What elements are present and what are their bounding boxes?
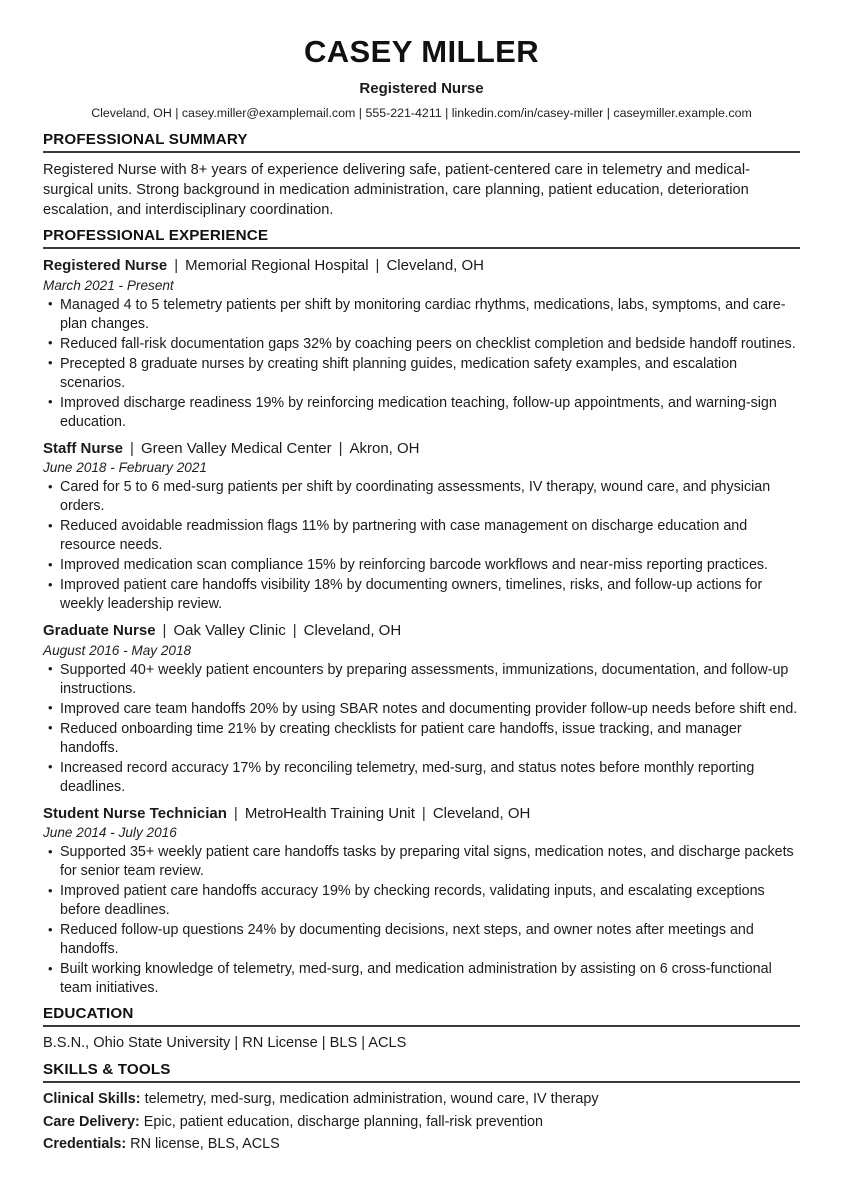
separator-pipe: | [421,804,426,822]
separator-pipe: | [338,439,343,457]
job-bullet: • Reduced fall-risk documentation gaps 32% by coaching peers on checklist completion and bedside handoff routines. [43,335,800,354]
experience-entry-header [43,439,800,459]
job-bullet: • Built working knowledge of telemetry, med-surg, and medication administration by assisting on 6 cross-functional team initiatives. [43,960,800,998]
job-company: MetroHealth Training Unit [244,804,415,822]
job-bullet: • Reduced follow-up questions 24% by documenting decisions, next steps, and owner notes after meetings and handoffs. [43,921,800,959]
separator-pipe: | [375,257,380,275]
separator-pipe: | [233,804,238,822]
job-title: Staff Nurse [43,439,124,457]
job-bullet: • Supported 35+ weekly patient care handoffs tasks by preparing vital signs, medication notes, and discharge packets for senior team review. [43,843,800,881]
job-location: Akron, OH [349,439,420,457]
job-bullet: • Reduced avoidable readmission flags 11% by partnering with case management on discharge education and resource needs. [43,517,800,555]
job-company: Memorial Regional Hospital [185,257,369,275]
job-bullet: • Improved care team handoffs 20% by using SBAR notes and documenting provider follow-up needs before shift end. [43,700,800,719]
separator-pipe: | [130,439,134,457]
resume-header [43,34,800,120]
job-bullet-list [43,843,800,998]
job-bullet-list [43,478,800,614]
job-bullet: • Cared for 5 to 6 med-surg patients per shift by coordinating assessments, IV therapy, wound care, and physician orders. [43,478,800,516]
separator-pipe: | [292,622,297,640]
section-heading-professional-summary: PROFESSIONAL SUMMARY [43,131,800,153]
experience-entry-header [43,256,800,276]
job-company: Oak Valley Clinic [173,622,286,640]
skill-category-label: Credentials: [43,1136,127,1153]
job-bullet: • Precepted 8 graduate nurses by creating shift planning guides, medication safety examples, and escalation scenarios. [43,355,800,393]
job-bullet: • Improved patient care handoffs accuracy 19% by checking records, validating inputs, and escalating exceptions before deadlines. [43,882,800,920]
job-bullet: • Increased record accuracy 17% by reconciling telemetry, med-surg, and status notes before monthly reporting deadlines. [43,759,800,797]
experience-entry-header [43,804,800,824]
job-title: Graduate Nurse [43,622,156,640]
job-dates: June 2014 - July 2016 [43,825,177,841]
skill-category-label: Care Delivery: [43,1113,140,1130]
experience-entry-header [43,621,800,641]
separator-pipe: | [174,257,179,275]
skill-row [43,1112,800,1133]
skill-row [43,1134,800,1155]
job-company: Green Valley Medical Center [140,439,332,457]
candidate-name: CASEY MILLER [303,34,540,69]
job-location: Cleveland, OH [386,257,484,275]
job-bullet: • Improved medication scan compliance 15% by reinforcing barcode workflows and near-miss reporting practices. [43,556,800,575]
section-heading-professional-experience: PROFESSIONAL EXPERIENCE [43,227,800,249]
candidate-role: Registered Nurse [359,79,484,97]
job-bullet: • Improved patient care handoffs visibility 18% by documenting owners, timelines, risks, and follow-up actions for weekly leadership review. [43,576,800,614]
experience-entry [43,804,800,999]
experience-entry [43,256,800,432]
section-heading-skills-tools: SKILLS & TOOLS [43,1061,800,1083]
job-bullet-list [43,661,800,797]
professional-summary-text: Registered Nurse with 8+ years of experience delivering safe, patient-centered care in telemetry and medical-surgical units. Strong background in medication administration, care planning, patient education, deterioration escalation, and interdisciplinary coordination. [43,161,750,219]
skills-list [43,1089,800,1155]
section-heading-education: EDUCATION [43,1005,800,1027]
job-title: Registered Nurse [43,257,168,275]
job-bullet: • Improved discharge readiness 19% by reinforcing medication teaching, follow-up appointments, and warning-sign education. [43,394,800,432]
job-bullet: • Managed 4 to 5 telemetry patients per shift by monitoring cardiac rhythms, medications, labs, symptoms, and care-plan changes. [43,296,800,334]
skill-category-value: RN license, BLS, ACLS [126,1136,280,1153]
skill-category-value: Epic, patient education, discharge planning, fall-risk prevention [139,1113,543,1130]
job-dates: August 2016 - May 2018 [43,642,192,658]
skill-row [43,1089,800,1110]
job-dates: June 2018 - February 2021 [43,460,207,476]
contact-line: Cleveland, OH | casey.miller@examplemail.com | 555-221-4211 | linkedin.com/in/casey-miller | caseymiller.example.com [91,105,752,120]
separator-pipe: | [162,622,167,640]
job-location: Cleveland, OH [303,622,402,640]
job-location: Cleveland, OH [432,804,531,822]
skill-category-label: Clinical Skills: [43,1091,141,1108]
education-line: B.S.N., Ohio State University | RN License | BLS | ACLS [43,1035,407,1052]
experience-list [43,256,800,998]
job-dates: March 2021 - Present [43,277,174,293]
experience-entry [43,439,800,615]
experience-entry [43,621,800,797]
job-bullet: • Reduced onboarding time 21% by creating checklists for patient care handoffs, issue tracking, and manager handoffs. [43,720,800,758]
skill-category-value: telemetry, med-surg, medication administration, wound care, IV therapy [140,1091,599,1108]
job-title: Student Nurse Technician [43,804,227,822]
job-bullet: • Supported 40+ weekly patient encounters by preparing assessments, immunizations, documentation, and follow-up instructions. [43,661,800,699]
job-bullet-list [43,296,800,432]
